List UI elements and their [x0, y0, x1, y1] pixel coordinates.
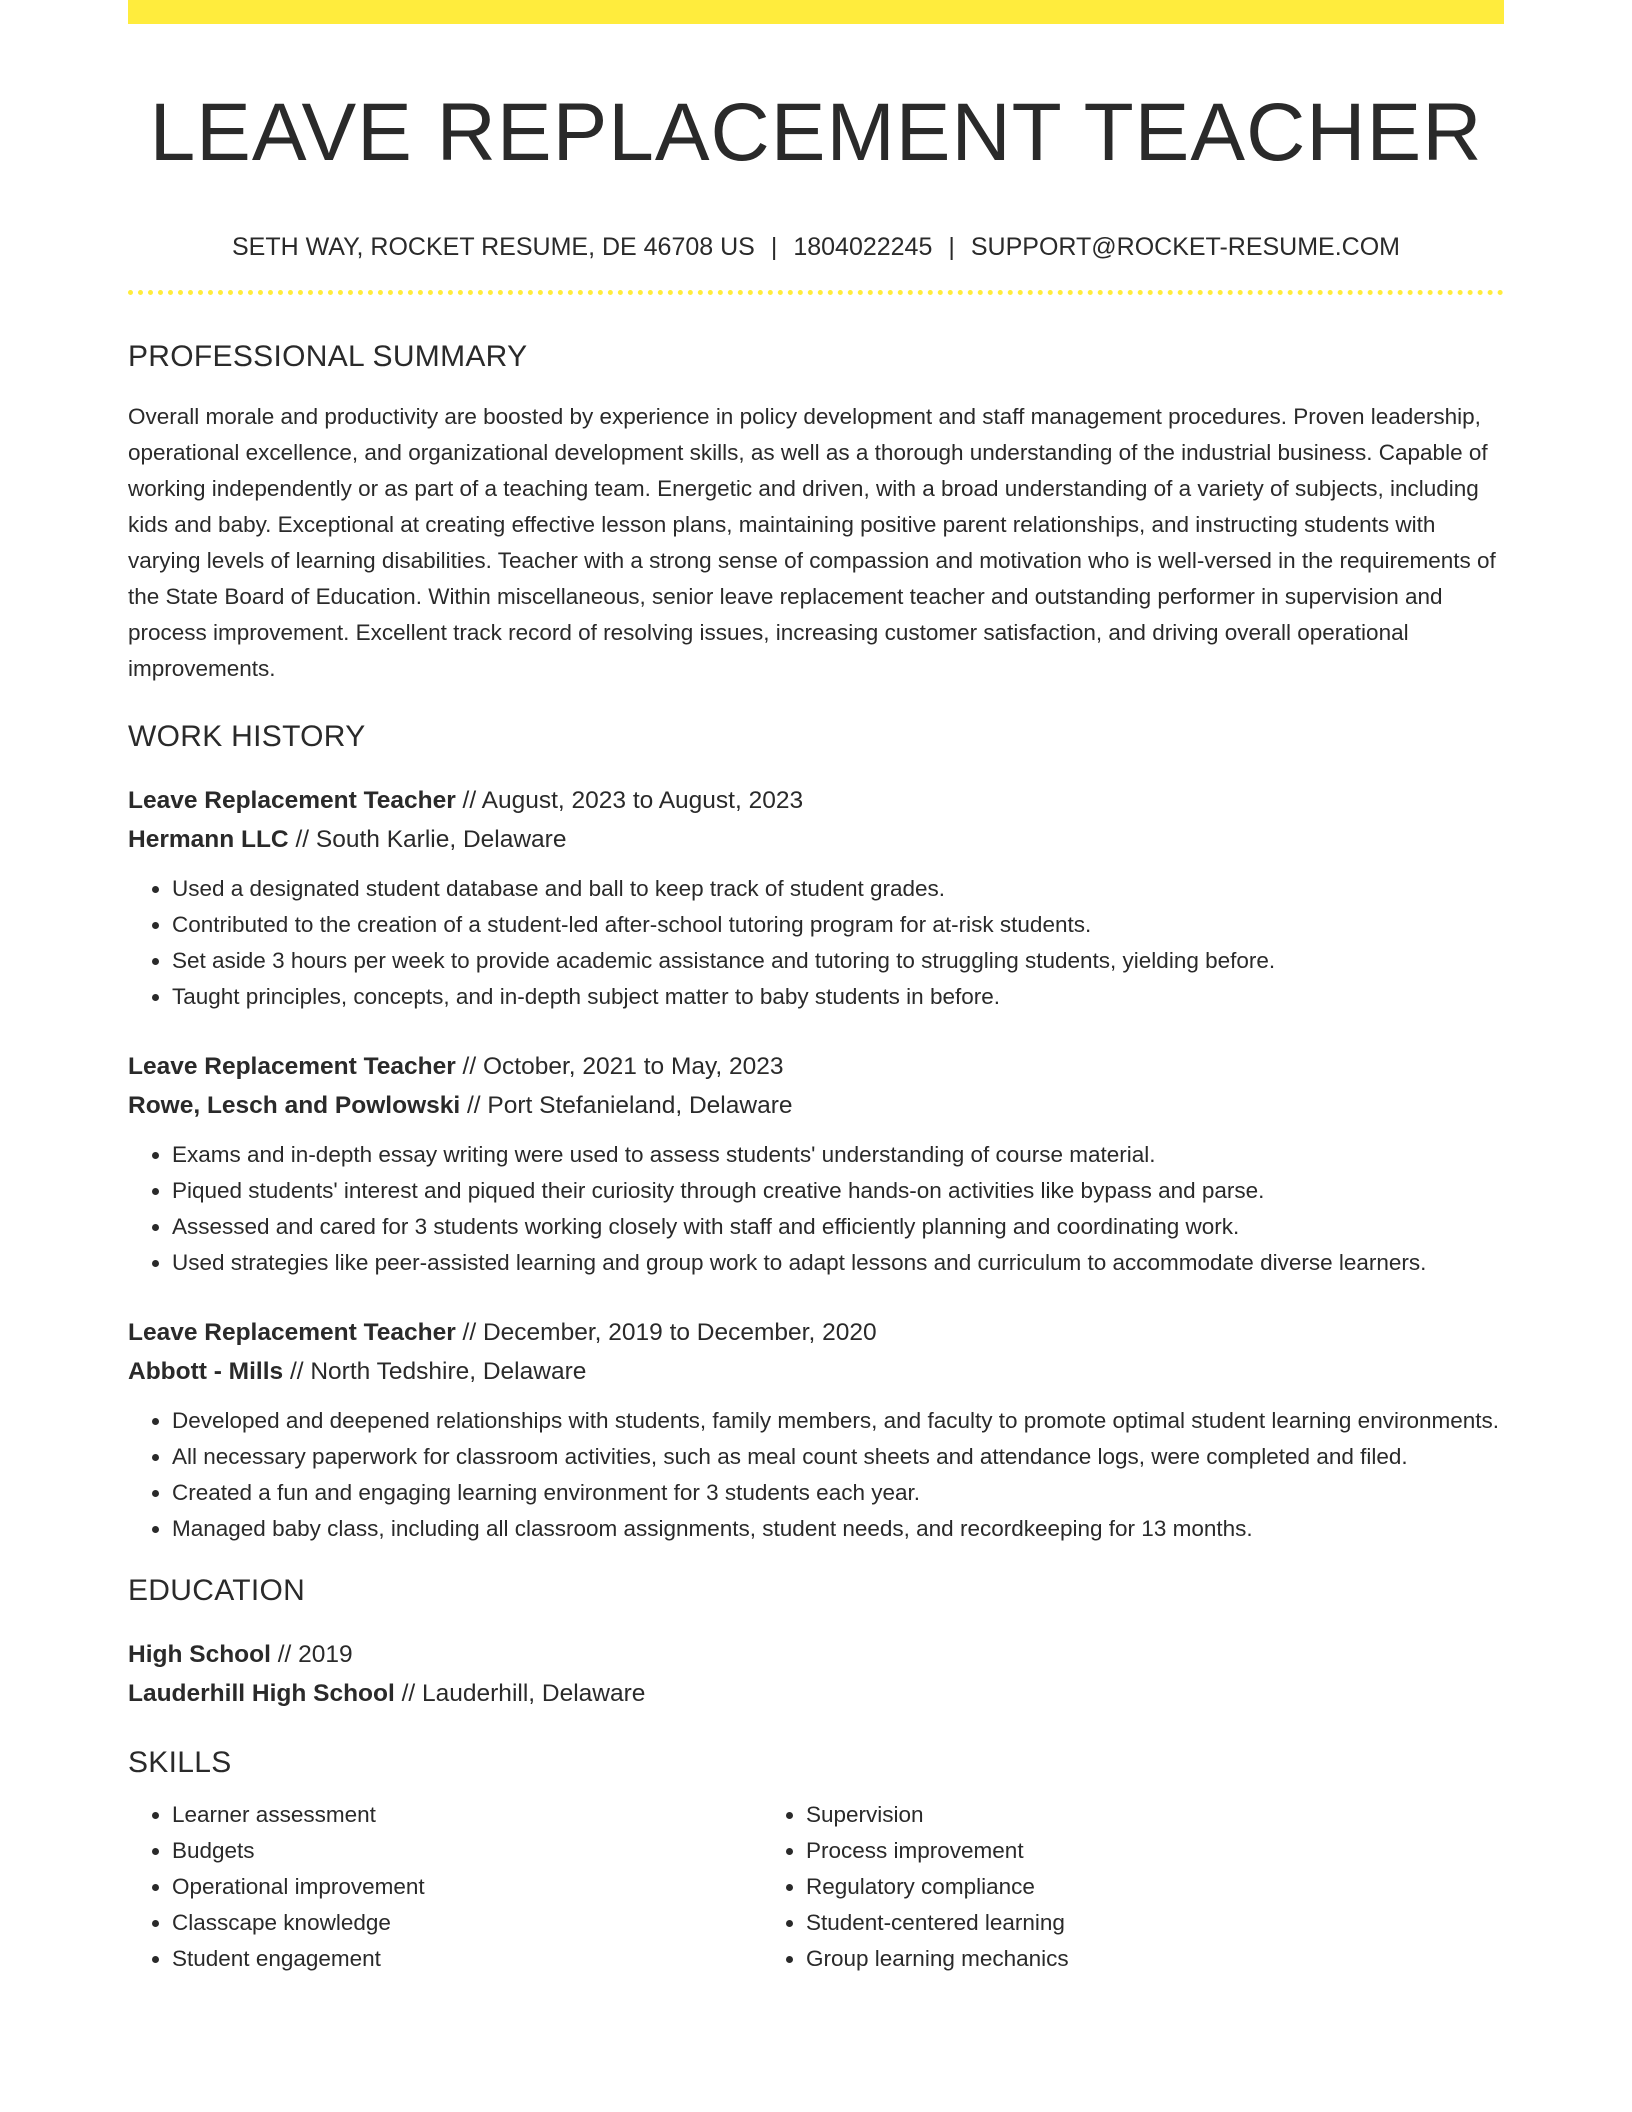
job-location: // South Karlie, Delaware	[288, 826, 567, 854]
contact-address: SETH WAY, ROCKET RESUME, DE 46708 US	[231, 233, 755, 262]
list-item: • Operational improvement	[172, 1869, 762, 1905]
education-school: Lauderhill High School	[128, 1680, 395, 1708]
list-item: • Managed baby class, including all classroom assignments, student needs, and recordkeeping for 13 months.	[172, 1511, 1504, 1547]
job-company-line	[128, 820, 1504, 859]
education-year: // 2019	[270, 1641, 353, 1669]
education-location: // Lauderhill, Delaware	[394, 1680, 646, 1708]
contact-separator: |	[948, 233, 955, 262]
job-role: Leave Replacement Teacher	[128, 1319, 456, 1347]
contact-email: SUPPORT@ROCKET-RESUME.COM	[970, 233, 1401, 262]
list-item: • Piqued students' interest and piqued their curiosity through creative hands-on activities like bypass and parse.	[172, 1173, 1504, 1209]
skills-column-right	[762, 1797, 1396, 1977]
contact-line	[128, 232, 1504, 262]
summary-text: Overall morale and productivity are boosted by experience in policy development and staff management procedures. Proven leadership, operational excellence, and organizational development skills, as well as a thorough understanding of the industrial business. Capable of working independently or as part of a teaching team. Energetic and driven, with a broad understanding of a variety of subjects, including kids and baby. Exceptional at creating effective lesson plans, maintaining positive parent relationships, and instructing students with varying levels of learning disabilities. Teacher with a strong sense of compassion and motivation who is well-versed in the requirements of the State Board of Education. Within miscellaneous, senior leave replacement teacher and outstanding performer in supervision and process improvement. Excellent track record of resolving issues, increasing customer satisfaction, and driving overall operational improvements.	[128, 404, 1496, 682]
job-company: Hermann LLC	[128, 826, 289, 854]
education-school-line	[128, 1674, 1504, 1713]
list-item: • Developed and deepened relationships with students, family members, and faculty to promote optimal student learning environments.	[172, 1403, 1504, 1439]
contact-phone: 1804022245	[793, 233, 933, 262]
job-company: Rowe, Lesch and Powlowski	[128, 1092, 461, 1120]
skills-heading: SKILLS	[128, 1746, 232, 1780]
list-item: • Used strategies like peer-assisted learning and group work to adapt lessons and curriculum to accommodate diverse learners.	[172, 1245, 1504, 1281]
summary-heading: PROFESSIONAL SUMMARY	[128, 340, 528, 374]
list-item: • All necessary paperwork for classroom activities, such as meal count sheets and attendance logs, were completed and filed.	[172, 1439, 1504, 1475]
job-entry	[128, 1047, 1504, 1281]
resume-title: LEAVE REPLACEMENT TEACHER	[149, 87, 1483, 178]
list-item: • Supervision	[806, 1797, 1396, 1833]
list-item: • Process improvement	[806, 1833, 1396, 1869]
education-degree-line	[128, 1635, 1504, 1674]
list-item: • Regulatory compliance	[806, 1869, 1396, 1905]
education-entry	[128, 1635, 1504, 1713]
job-bullets	[128, 1137, 1504, 1281]
list-item: • Assessed and cared for 3 students working closely with staff and efficiently planning and coordinating work.	[172, 1209, 1504, 1245]
skills-grid	[128, 1797, 1504, 1977]
list-item: • Used a designated student database and ball to keep track of student grades.	[172, 871, 1504, 907]
list-item: • Budgets	[172, 1833, 762, 1869]
job-role-line	[128, 1047, 1504, 1086]
education-degree: High School	[128, 1641, 271, 1669]
job-company: Abbott - Mills	[128, 1358, 284, 1386]
job-company-line	[128, 1086, 1504, 1125]
dotted-divider	[128, 290, 1504, 295]
job-entry	[128, 1313, 1504, 1547]
skills-column-left	[128, 1797, 762, 1977]
job-entry	[128, 781, 1504, 1015]
contact-separator: |	[770, 233, 778, 262]
job-company-line	[128, 1352, 1504, 1391]
job-dates: // October, 2021 to May, 2023	[455, 1053, 784, 1081]
job-location: // Port Stefanieland, Delaware	[460, 1092, 793, 1120]
list-item: • Created a fun and engaging learning environment for 3 students each year.	[172, 1475, 1504, 1511]
job-role: Leave Replacement Teacher	[128, 1053, 456, 1081]
job-bullets	[128, 871, 1504, 1015]
list-item: • Classcape knowledge	[172, 1905, 762, 1941]
list-item: • Student engagement	[172, 1941, 762, 1977]
top-accent-bar	[128, 0, 1504, 24]
list-item: • Exams and in-depth essay writing were used to assess students' understanding of course material.	[172, 1137, 1504, 1173]
education-heading: EDUCATION	[128, 1574, 306, 1608]
list-item: • Set aside 3 hours per week to provide academic assistance and tutoring to struggling students, yielding before.	[172, 943, 1504, 979]
job-role: Leave Replacement Teacher	[128, 787, 456, 815]
job-role-line	[128, 781, 1504, 820]
job-dates: // August, 2023 to August, 2023	[455, 787, 804, 815]
list-item: • Contributed to the creation of a student-led after-school tutoring program for at-risk students.	[172, 907, 1504, 943]
job-location: // North Tedshire, Delaware	[283, 1358, 587, 1386]
list-item: • Student-centered learning	[806, 1905, 1396, 1941]
resume-page	[128, 0, 1504, 1977]
job-bullets	[128, 1403, 1504, 1547]
list-item: • Group learning mechanics	[806, 1941, 1396, 1977]
job-dates: // December, 2019 to December, 2020	[455, 1319, 877, 1347]
list-item: • Learner assessment	[172, 1797, 762, 1833]
work-history-heading: WORK HISTORY	[128, 720, 366, 754]
list-item: • Taught principles, concepts, and in-depth subject matter to baby students in before.	[172, 979, 1504, 1015]
job-role-line	[128, 1313, 1504, 1352]
